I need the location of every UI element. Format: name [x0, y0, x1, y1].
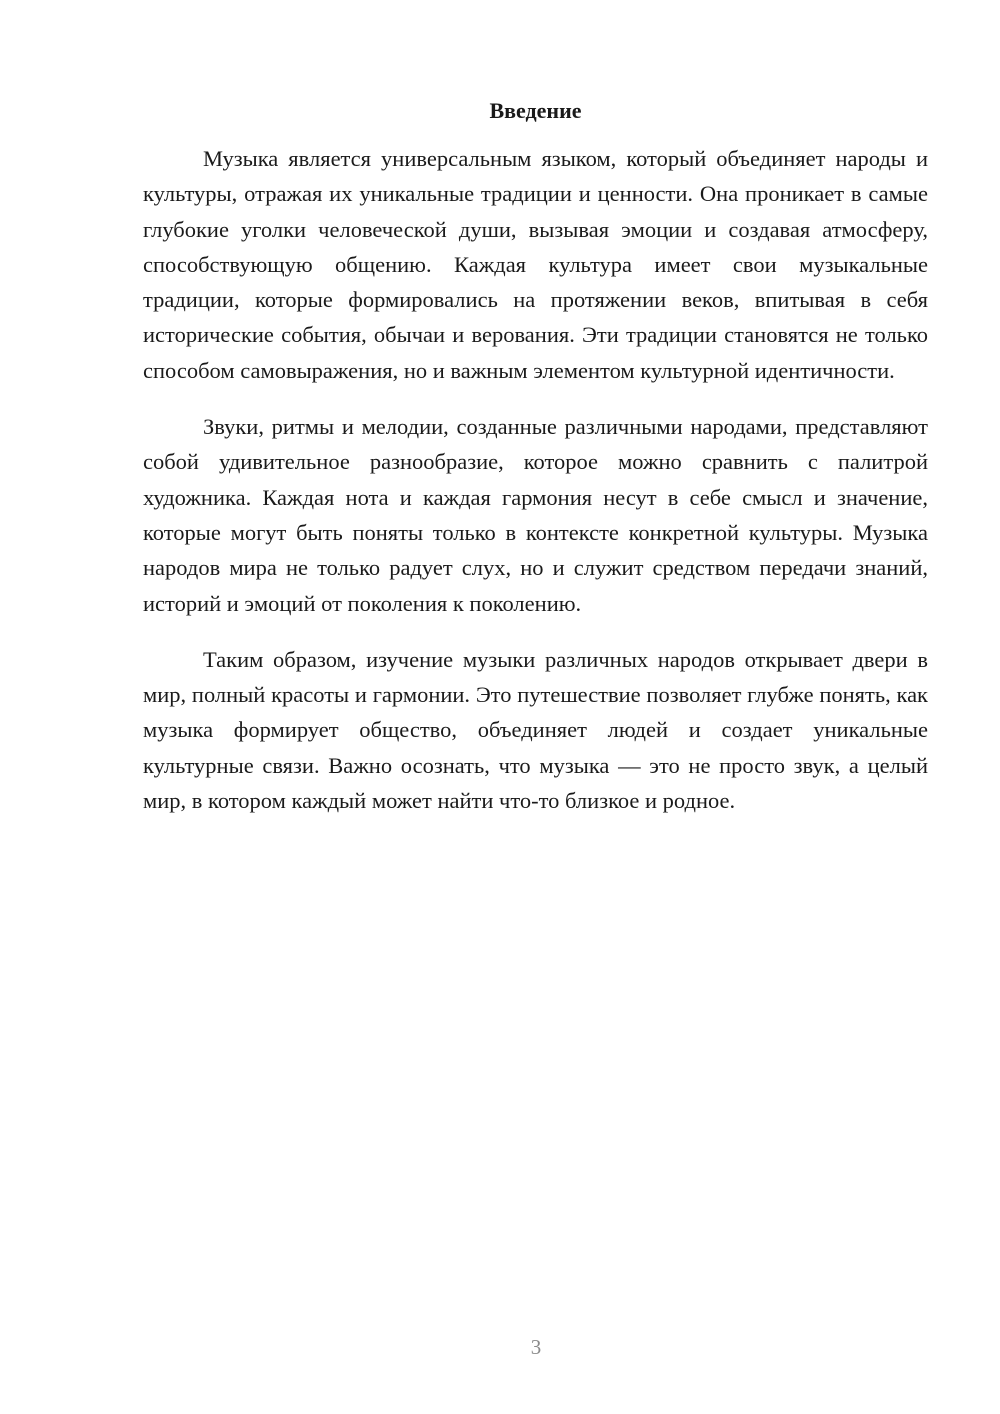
paragraph-2: Звуки, ритмы и мелодии, созданные различными народами, представляют собой удивительное разнообразие, которое можно сравнить с палитрой художника. Каждая нота и каждая гармония несут в себе смысл и значение, которые могут быть поняты только в контексте конкретной культуры. Музыка народов мира не только радует слух, но и служит средством передачи знаний, историй и эмоций от поколения к поколению. [143, 414, 928, 616]
section-heading: Введение [489, 98, 582, 123]
body-text [143, 141, 928, 839]
paragraph-1: Музыка является универсальным языком, который объединяет народы и культуры, отражая их уникальные традиции и ценности. Она проникает в самые глубокие уголки человеческой души, вызывая эмоции и создавая атмосферу, способствующую общению. Каждая культура имеет свои музыкальные традиции, которые формировались на протяжении веков, впитывая в себя исторические события, обычаи и верования. Эти традиции становятся не только способом самовыражения, но и важным элементом культурной идентичности. [143, 146, 928, 383]
page-number: 3 [530, 1335, 542, 1359]
paragraph-3: Таким образом, изучение музыки различных народов открывает двери в мир, полный красоты и гармонии. Это путешествие позволяет глубже понять, как музыка формирует общество, объединяет людей и создает уникальные культурные связи. Важно осознать, что музыка — это не просто звук, а целый мир, в котором каждый может найти что-то близкое и родное. [143, 646, 928, 814]
